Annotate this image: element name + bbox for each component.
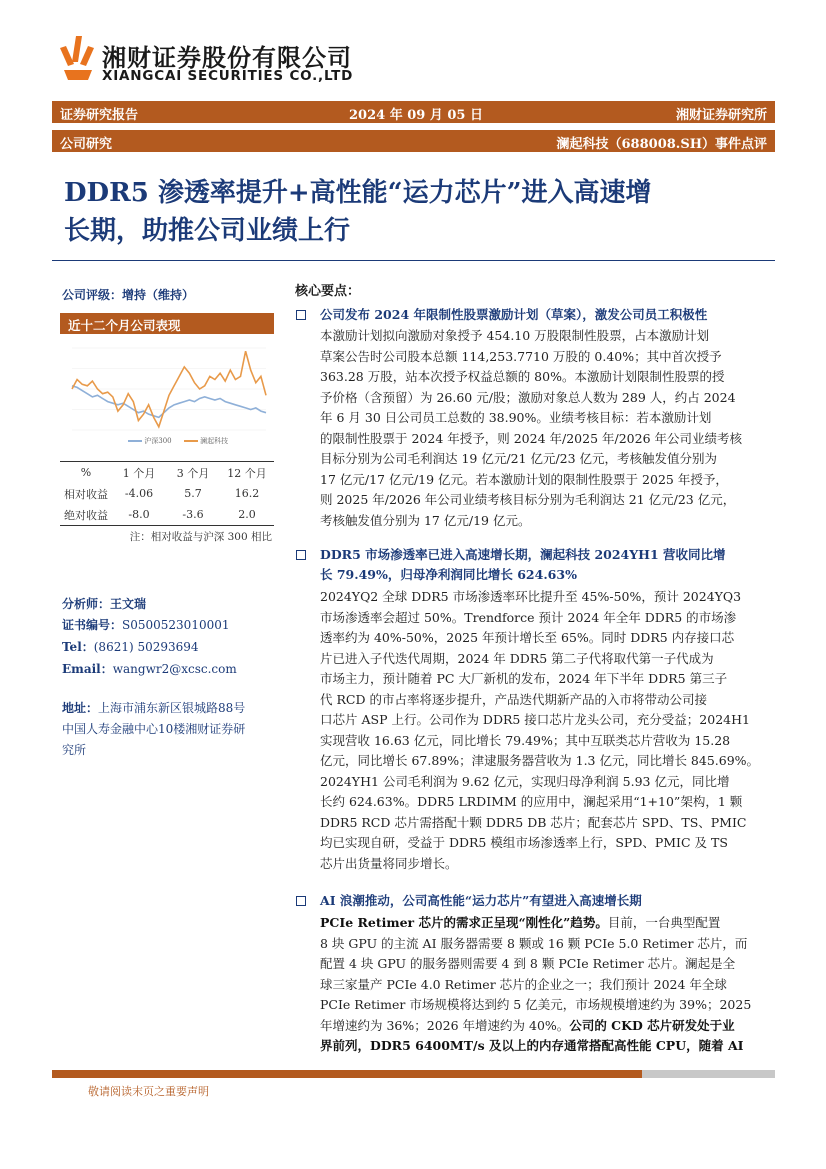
address-block — [62, 698, 282, 761]
row-label: 相对收益 — [64, 487, 108, 501]
logo-mark-icon — [58, 34, 98, 84]
legend-label-hs300: 沪深300 — [144, 437, 172, 445]
address-line-2: 中国人寿金融中心10楼湘财证券研 — [62, 722, 246, 736]
address-line-3: 究所 — [62, 743, 87, 757]
analyst-line — [62, 593, 146, 612]
bullet3-title: AI 浪潮推动，公司高性能“运力芯片”有望进入高速增长期 — [320, 893, 642, 908]
perf-title-bar — [60, 313, 274, 334]
b3-line: 球三家量产 PCIe 4.0 Retimer 芯片的企业之一；我们预计 2024 年全球 — [320, 976, 727, 992]
rating-line — [62, 284, 194, 303]
b2-line: 2024YQ2 全球 DDR5 市场渗透率环比提升至 45%-50%，预计 2024YQ3 — [320, 589, 742, 604]
perf-th-12m: 12 个月 — [227, 466, 267, 480]
b1-line: 目标分别为公司毛利润达 19 亿元/21 亿元/23 亿元，考核触发值分别为 — [320, 451, 718, 466]
bullet3-body — [320, 913, 772, 1057]
b1-line: 的限制性股票于 2024 年授予，则 2024 年/2025 年/2026 年公司业绩考核 — [320, 430, 743, 446]
analyst-name: 王文瑞 — [110, 597, 147, 611]
b3-line6-bold: 公司的 CKD 芯片研发处于业 — [569, 1017, 735, 1033]
b2-line: 片已进入子代迭代周期，2024 年 DDR5 第二子代将取代第一子代成为 — [320, 650, 714, 666]
address-label: 地址： — [62, 701, 99, 715]
checkbox-icon — [296, 896, 306, 906]
checkbox-icon — [296, 550, 306, 560]
b2-line: 长约 624.63%。DDR5 LRDIMM 的应用中，澜起采用“1+10”架构，1 颗 — [320, 794, 743, 809]
email-line — [62, 658, 237, 677]
cell-value: -8.0 — [128, 508, 150, 521]
perf-th-1m: 1 个月 — [122, 466, 156, 480]
b3-line: 配置 4 块 GPU 的服务器则需要 4 到 8 颗 PCIe Retimer 芯片。澜起是全 — [320, 956, 736, 971]
b2-line: 实现营收 16.63 亿元，同比增长 79.49%；其中互联类芯片营收为 15.28 — [320, 732, 731, 748]
research-institute: 湘财证券研究所 — [675, 108, 767, 123]
b2-line: 透率约为 40%-50%，2025 年预计增长至 65%。同时 DDR5 内存接口芯 — [320, 630, 735, 645]
stock-chart-svg — [62, 340, 274, 450]
b2-line: DDR5 RCD 芯片需搭配十颗 DDR5 DB 芯片；配套芯片 SPD、TS、PMIC — [320, 814, 747, 830]
b2-line: 芯片出货量将同步增长。 — [320, 855, 458, 871]
research-category: 公司研究 — [60, 137, 113, 152]
b1-line: 则 2025 年/2026 年公司业绩考核目标分别为毛利润达 21 亿元/23 亿元， — [320, 492, 736, 507]
table-row — [60, 483, 274, 504]
rating-label: 公司评级： — [62, 288, 123, 302]
b3-line6-normal: 年增速约为 36%；2026 年增速约为 40%。 — [320, 1017, 570, 1033]
b3-line7-bold: 界前列，DDR5 6400MT/s 及以上的内存通常搭配高性能 CPU，随着 AI — [320, 1038, 744, 1053]
analyst-label: 分析师： — [62, 597, 111, 611]
perf-title: 近十二个月公司表现 — [68, 318, 181, 333]
perf-th-unit: % — [80, 466, 92, 479]
b2-title-line: DDR5 市场渗透率已进入高速增长期，澜起科技 2024YH1 营收同比增 — [320, 547, 726, 562]
email-label: Email： — [62, 662, 113, 676]
cell-value: -4.06 — [124, 487, 154, 500]
b2-line: 均已实现自研，受益于 DDR5 模组市场渗透率上行，SPD、PMIC 及 TS — [320, 835, 728, 850]
b1-line: 年 6 月 30 日公司员工总数的 38.90%。业绩考核目标：若本激励计划 — [320, 410, 712, 425]
b3-line: 8 块 GPU 的主流 AI 服务器需要 8 颗或 16 颗 PCIe 5.0 Retimer 芯片，而 — [320, 935, 748, 951]
header-bar-row1 — [52, 101, 775, 123]
b1-line: 草案公告时公司股本总额 114,253.7710 万股的 0.40%；其中首次授予 — [320, 348, 722, 364]
cell-value: 5.7 — [184, 487, 202, 500]
bullet2-body — [320, 587, 772, 874]
cell-value: -3.6 — [182, 508, 204, 521]
b3-lead: PCIe Retimer 芯片的需求正呈现“刚性化”趋势。 — [320, 915, 608, 930]
bullet1-title: 公司发布 2024 年限制性股票激励计划（草案），激发公司员工积极性 — [320, 307, 708, 322]
cell-value: 2.0 — [238, 508, 256, 521]
report-date: 2024 年 09 月 05 日 — [349, 108, 483, 123]
bullet2-title — [320, 545, 772, 585]
footer-notice: 敬请阅读末页之重要声明 — [88, 1085, 209, 1098]
b3-line: PCIe Retimer 市场规模将达到约 5 亿美元，市场规模增速约为 39%；2025 — [320, 997, 752, 1012]
stock-chart — [62, 340, 274, 450]
company-name-cn: 湘财证券股份有限公司 — [102, 44, 352, 72]
legend-label-company: 澜起科技 — [200, 437, 229, 445]
b1-line: 考核触发值分别为 17 亿元/19 亿元。 — [320, 512, 531, 528]
legend-swatch-hs300 — [128, 440, 142, 442]
company-name-en: XIANGCAI SECURITIES CO.,LTD — [102, 68, 354, 84]
row-label: 绝对收益 — [64, 508, 108, 522]
title-line-2: 长期，助推公司业绩上行 — [64, 216, 351, 246]
tel-label: Tel： — [62, 640, 94, 654]
report-title — [64, 174, 784, 250]
perf-th-3m: 3 个月 — [176, 466, 210, 480]
footer-bar-accent — [52, 1070, 642, 1078]
company-ticker: 澜起科技（688008.SH）事件点评 — [556, 137, 767, 152]
b2-line: 市场渗透率会超过 50%。Trendforce 预计 2024 年全年 DDR5 的市场渗 — [320, 609, 737, 625]
b2-line: 口芯片 ASP 上行。公司作为 DDR5 接口芯片龙头公司，充分受益；2024H1 — [320, 712, 750, 727]
perf-table-header-row — [60, 462, 274, 483]
b2-line: 市场主力，预计随着 PC 大厂新机的发布，2024 年下半年 DDR5 第三子 — [320, 671, 728, 686]
legend-swatch-company — [184, 440, 198, 442]
report-type: 证券研究报告 — [60, 108, 139, 123]
b2-title-line: 长 79.49%，归母净利润同比增长 624.63% — [320, 567, 577, 582]
cert-label: 证书编号： — [62, 618, 123, 632]
b2-line: 亿元，同比增长 67.89%；津逮服务器营收为 1.3 亿元，同比增长 845.69%。 — [320, 753, 760, 768]
title-divider — [52, 260, 775, 261]
address-line-1: 上海市浦东新区银城路88号 — [98, 701, 246, 715]
b3-first-rest: 目前，一台典型配置 — [607, 915, 721, 930]
perf-table-note: 注：相对收益与沪深 300 相比 — [129, 531, 272, 543]
title-line-1: DDR5 渗透率提升+高性能“运力芯片”进入高速增 — [64, 178, 652, 208]
table-row — [60, 504, 274, 525]
chart-legend — [128, 436, 228, 446]
b1-line: 本激励计划拟向激励对象授予 454.10 万股限制性股票，占本激励计划 — [320, 328, 710, 343]
perf-table-bottom-rule — [60, 525, 274, 526]
perf-table — [60, 462, 274, 525]
cert-line — [62, 614, 230, 633]
company-logo — [58, 34, 98, 84]
b1-line: 予价格（含预留）为 26.60 元/股；激励对象总人数为 289 人，约占 2024 — [320, 389, 736, 405]
series-line-0 — [72, 386, 266, 418]
b2-line: 代 RCD 的市占率将逐步提升，产品迭代期新产品的入市将带动公司接 — [320, 691, 707, 707]
b2-line: 2024YH1 公司毛利润为 9.62 亿元，实现归母净利润 5.93 亿元，同比增 — [320, 773, 730, 789]
cell-value: 16.2 — [234, 487, 260, 500]
bullet1-body — [320, 326, 772, 531]
email-value[interactable]: wangwr2@xcsc.com — [112, 662, 237, 676]
checkbox-icon — [296, 310, 306, 320]
rating-value: 增持（维持） — [122, 288, 195, 302]
core-heading: 核心要点： — [295, 284, 361, 299]
tel-line — [62, 636, 199, 655]
tel-value: (8621) 50293694 — [93, 640, 199, 654]
b1-line: 363.28 万股，站本次授予权益总额的 80%。本激励计划限制性股票的授 — [320, 369, 725, 384]
cert-value: S0500523010001 — [122, 618, 230, 632]
b1-line: 17 亿元/17 亿元/19 亿元。若本激励计划的限制性股票于 2025 年授予， — [320, 471, 728, 487]
header-bar-row2 — [52, 130, 775, 152]
